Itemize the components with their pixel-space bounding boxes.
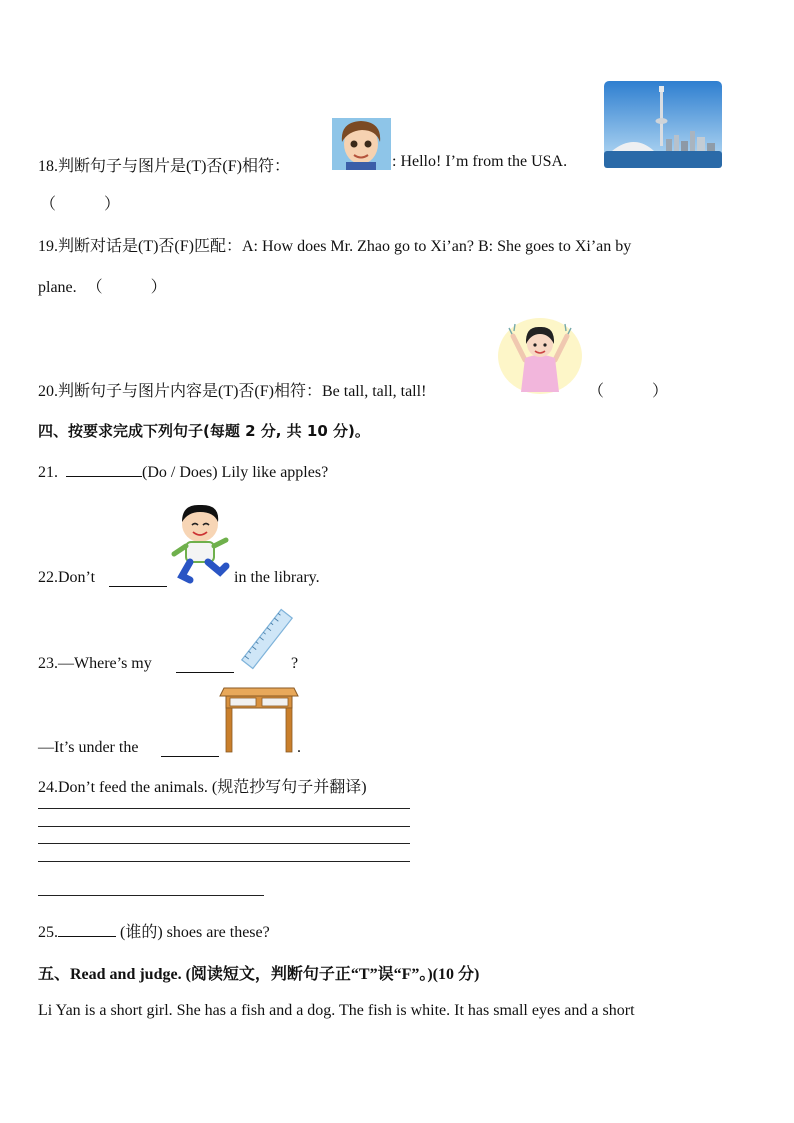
desk-icon [218,682,300,754]
q21-line [38,462,328,482]
q21-number: 21. [38,464,58,481]
q18-line [38,153,290,176]
writing-line-1[interactable] [38,808,410,809]
q22-number: 22.Don’t [38,569,96,586]
q25-line [38,919,270,942]
boy-portrait-icon [332,118,391,170]
q19-line2 [38,274,167,297]
q18-sentence: : Hello! I’m from the USA. [392,153,568,170]
q20-sentence: 20.判断句子与图片内容是(T)否(F)相符：Be tall, tall, tall! [38,383,427,400]
q22-answer-blank[interactable] [109,572,167,587]
q19-word: plane. [38,279,77,296]
q21-text: (Do / Does) Lily like apples? [142,464,329,481]
q20-answer-paren: （ ） [588,383,669,400]
writing-line-5[interactable] [38,895,264,896]
writing-line-3[interactable] [38,843,410,844]
passage-line-1: Li Yan is a short girl. She has a fish and a dog. The fish is white. It has small eyes and a short [38,1002,635,1019]
q19-answer-paren: （ ） [86,279,167,296]
q25-answer-blank[interactable] [58,922,116,937]
q18-answer-paren: （ ） [40,196,121,213]
q25-text: (谁的) shoes are these? [120,924,270,941]
section5-heading: 五、Read and judge. (阅读短文，判断句子正“T”误“F”。)(10 分) [38,966,480,983]
q18-prefix: 18.判断句子与图片是(T)否(F)相符： [38,158,290,175]
q22-text: in the library. [234,569,320,586]
q23-line1: 23.—Where’s my [38,655,152,672]
q23-answer-blank-2[interactable] [161,742,219,757]
q19-line1: 19.判断对话是(T)否(F)匹配：A: How does Mr. Zhao go to Xi’an? B: She goes to Xi’an by [38,238,632,255]
q23-period: . [297,739,301,756]
q24-text: 24.Don’t feed the animals. (规范抄写句子并翻译) [38,779,367,796]
section4-heading: 四、按要求完成下列句子(每题 2 分, 共 10 分)。 [38,422,370,440]
running-boy-icon [168,500,232,586]
q21-answer-blank[interactable] [66,462,142,477]
toronto-skyline-icon [604,81,722,168]
q25-number: 25. [38,924,58,941]
q23-line2: —It’s under the [38,739,139,756]
q23-answer-blank-1[interactable] [176,658,234,673]
writing-line-2[interactable] [38,826,410,827]
writing-line-4[interactable] [38,861,410,862]
q23-question-mark: ? [291,655,299,672]
girl-arms-up-icon [497,312,583,396]
